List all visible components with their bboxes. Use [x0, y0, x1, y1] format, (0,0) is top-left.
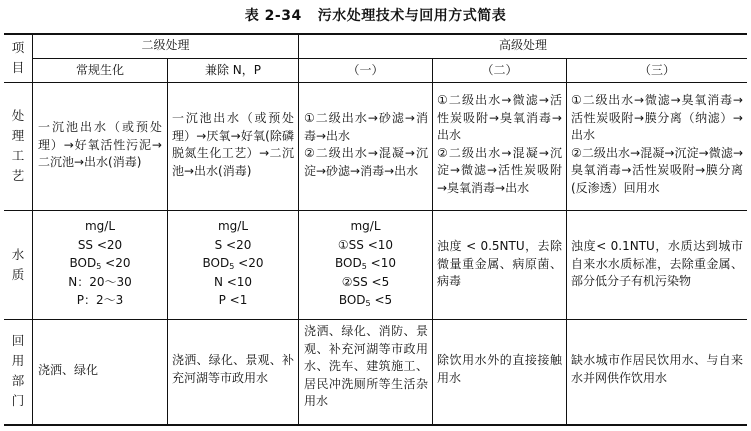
table-number: 表 2-34 [244, 8, 302, 24]
quality-conventional-n: N：20～30 [68, 274, 132, 289]
rule-col5 [566, 58, 567, 425]
quality-adv1-bod1: $BOD_5 <10$ [335, 256, 396, 271]
quality-adv1-unit: mg/L [350, 219, 381, 233]
process-np-removal: 一沉池出水（或预处理）→厌氧→好氧(除磷脱氮生化工艺）→二沉池→出水(消毒) [172, 111, 294, 178]
quality-adv1 [299, 217, 432, 310]
process-adv2-option2: ②二级出水→混凝→沉淀→微滤→活性炭吸附→臭氧消毒→出水 [437, 145, 562, 195]
table-title [0, 5, 751, 25]
quality-adv1-bod2: $BOD_5 <5$ [338, 293, 393, 308]
quality-conventional [33, 217, 167, 310]
header-adv3: （三） [638, 63, 675, 77]
process-adv3-option1: ①二级出水→微滤→臭氧消毒→活性炭吸附→膜分离（纳滤）→出水 [571, 93, 743, 142]
process-conventional: 一沉池出水（或预处理）→好氧活性污泥→二沉池→出水(消毒) [38, 120, 162, 169]
quality-np-p: P <1 [218, 293, 248, 307]
quality-np-s: S <20 [214, 237, 252, 252]
reuse-adv1: 浇洒、绿化、消防、景观、补充河湖等市政用水、洗车、建筑施工、居民冲洗厕所等生活杂用水 [304, 324, 428, 408]
label-process: 处 理 工 艺 [11, 108, 25, 183]
quality-adv1-ss1: ①SS <10 [337, 237, 394, 252]
process-adv3-option2: ②二级出水→混凝→沉淀→微滤→臭氧消毒→活性炭吸附→膜分离(反渗透）回用水 [571, 145, 743, 195]
quality-conventional-p: P：2～3 [76, 293, 124, 307]
process-adv2-option1: ①二级出水→微滤→活性炭吸附→臭氧消毒→出水 [437, 93, 562, 142]
process-adv1 [304, 110, 428, 180]
header-np-removal: 兼除 N，P [204, 63, 262, 77]
rule-quality-bottom [4, 319, 747, 320]
process-adv1-option1: ①二级出水→砂滤→消毒→出水 [304, 111, 428, 143]
table-caption: 污水处理技术与回用方式简表 [317, 8, 507, 24]
header-secondary: 二级处理 [141, 38, 190, 52]
header-item: 项 目 [11, 40, 25, 75]
quality-adv3: 浊度< 0.1NTU，水质达到城市自来水水质标准，去除重金属、部分低分子有机污染物 [571, 239, 743, 288]
rule-header-split [32, 58, 747, 59]
reuse-np-removal: 浇洒、绿化、景观、补充河湖等市政用水 [172, 353, 294, 385]
quality-adv2: 浊度 < 0.5NTU，去除微量重金属、病原菌、病毒 [437, 239, 562, 288]
reuse-adv2: 除饮用水外的直接接触用水 [437, 353, 562, 385]
header-adv2: （二） [481, 63, 518, 77]
rule-col4 [432, 58, 433, 425]
rule-header-bottom [4, 82, 747, 83]
reuse-conventional: 浇洒、绿化 [38, 363, 99, 377]
quality-conventional-ss: SS <20 [77, 237, 123, 252]
header-conventional: 常规生化 [75, 63, 124, 77]
process-adv1-option2: ②二级出水→混凝→沉淀→砂滤→消毒→出水 [304, 146, 428, 178]
header-advanced: 高级处理 [498, 38, 547, 52]
rule-process-bottom [4, 210, 747, 211]
label-reuse: 回 用 部 门 [11, 333, 25, 408]
rule-top [4, 33, 747, 35]
rule-bottom [4, 424, 747, 426]
process-adv2 [437, 92, 562, 197]
label-water-quality: 水 质 [11, 247, 25, 282]
quality-conventional-bod: $BOD_5 <20$ [69, 256, 131, 271]
quality-adv1-ss2: ②SS <5 [341, 274, 390, 289]
quality-np-n: N <10 [213, 274, 253, 289]
quality-np-unit: mg/L [217, 219, 249, 233]
reuse-adv3: 缺水城市作居民饮用水、与自来水并网供作饮用水 [571, 353, 743, 385]
header-adv1: （一） [347, 63, 384, 77]
quality-np-bod: $BOD_5 <20$ [202, 256, 264, 271]
quality-np-removal [168, 217, 298, 310]
process-adv3 [571, 92, 743, 197]
quality-conventional-unit: mg/L [84, 219, 116, 233]
